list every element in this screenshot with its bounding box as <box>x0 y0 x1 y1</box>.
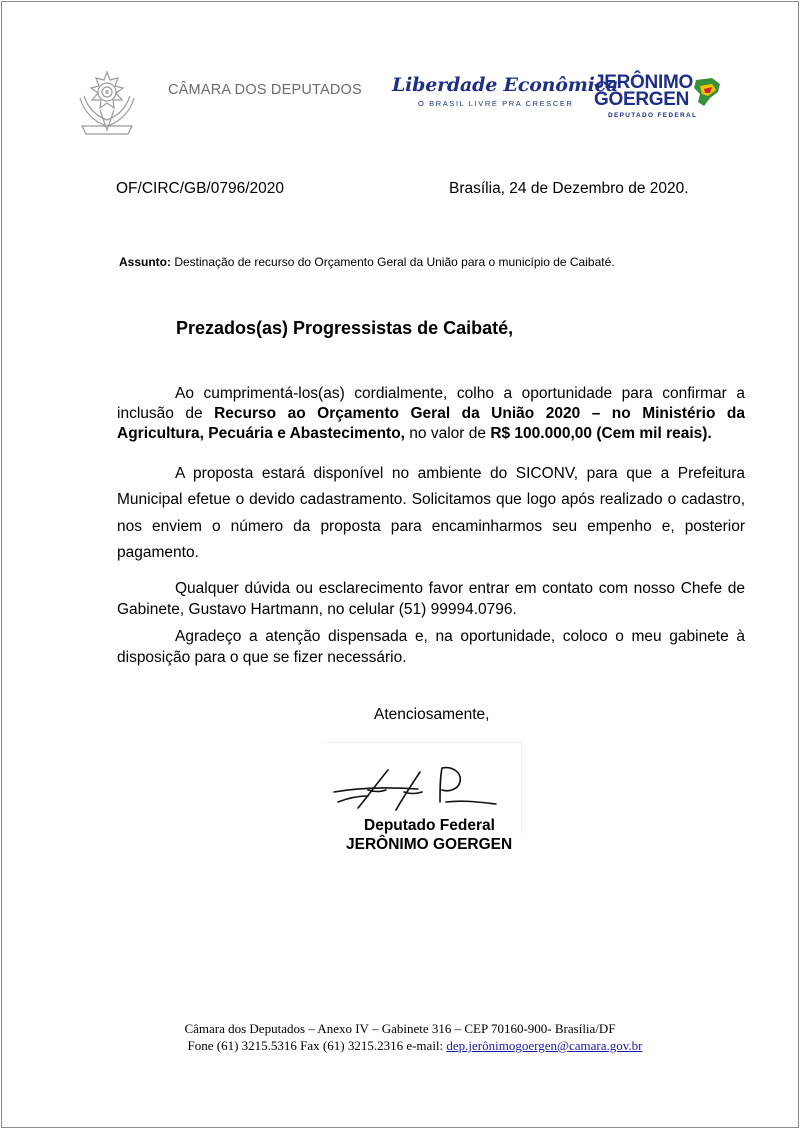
footer-address: Câmara dos Deputados – Anexo IV – Gabinete 316 – CEP 70160-900- Brasília/DF <box>184 1021 616 1036</box>
campaign-logo <box>392 74 619 108</box>
deputy-logo <box>594 74 726 126</box>
footer-phones: Fone (61) 3215.5316 Fax (61) 3215.2316 e-mail: <box>187 1038 447 1053</box>
signature-name: JERÔNIMO GOERGEN <box>346 836 513 853</box>
deputy-logo-name <box>594 74 693 108</box>
deputy-logo-subtitle: DEPUTADO FEDERAL <box>608 112 698 119</box>
paragraph-siconv: A proposta estará disponível no ambiente do SICONV, para que a Prefeitura Municipal efetue o devido cadastramento. Solicitamos que logo após realizado o cadastro, nos enviem o número da proposta para encaminharmos seu empenho e, posterior pagamento. <box>117 465 745 561</box>
letter-footer <box>2 1020 798 1054</box>
campaign-subtitle: O BRASIL LIVRE PRA CRESCER <box>418 99 574 108</box>
letter-page <box>1 1 799 1128</box>
letter-subject <box>119 255 615 269</box>
p1-intro: Ao cumprimentá-los(as) cordialmente, colho a oportunidade para confirmar a inclusão de <box>117 385 745 422</box>
paragraph-contact: Qualquer dúvida ou esclarecimento favor entrar em contato com nosso Chefe de Gabinete, Gustavo Hartmann, no celular (51) 99994.0796. <box>117 580 745 618</box>
rio-grande-do-sul-map-icon <box>690 76 724 110</box>
p1-resource: Recurso ao Orçamento Geral da União 2020 – no Ministério da Agricultura, Pecuária e Abastecimento, <box>117 405 745 442</box>
p1-value-label: no valor de <box>405 425 491 442</box>
coat-of-arms-icon <box>70 68 144 138</box>
subject-label: Assunto: <box>119 255 171 269</box>
institution-name: CÂMARA DOS DEPUTADOS <box>168 82 362 98</box>
paragraph-confirmation <box>117 384 745 444</box>
deputy-logo-line2: GOERGEN <box>594 89 690 110</box>
letter-reference: OF/CIRC/GB/0796/2020 <box>116 180 284 197</box>
letter-date: Brasília, 24 de Dezembro de 2020. <box>449 180 689 197</box>
signature-role: Deputado Federal <box>364 817 495 834</box>
deputy-logo-line1: JERÔNIMO <box>594 72 693 93</box>
handwritten-signature <box>328 762 518 822</box>
footer-email-link[interactable]: dep.jerônimogoergen@camara.gov.br <box>446 1038 643 1053</box>
letter-greeting: Prezados(as) Progressistas de Caibaté, <box>176 318 514 338</box>
subject-text: Destinação de recurso do Orçamento Geral da União para o município de Caibaté. <box>171 255 615 269</box>
paragraph-thanks: Agradeço a atenção dispensada e, na oportunidade, coloco o meu gabinete à disposição para o que se fizer necessário. <box>117 628 745 666</box>
footer-contact <box>2 1037 798 1054</box>
campaign-title: Liberdade Econômica <box>392 74 619 96</box>
letter-closing: Atenciosamente, <box>374 706 490 723</box>
p1-amount: R$ 100.000,00 (Cem mil reais). <box>490 425 712 442</box>
